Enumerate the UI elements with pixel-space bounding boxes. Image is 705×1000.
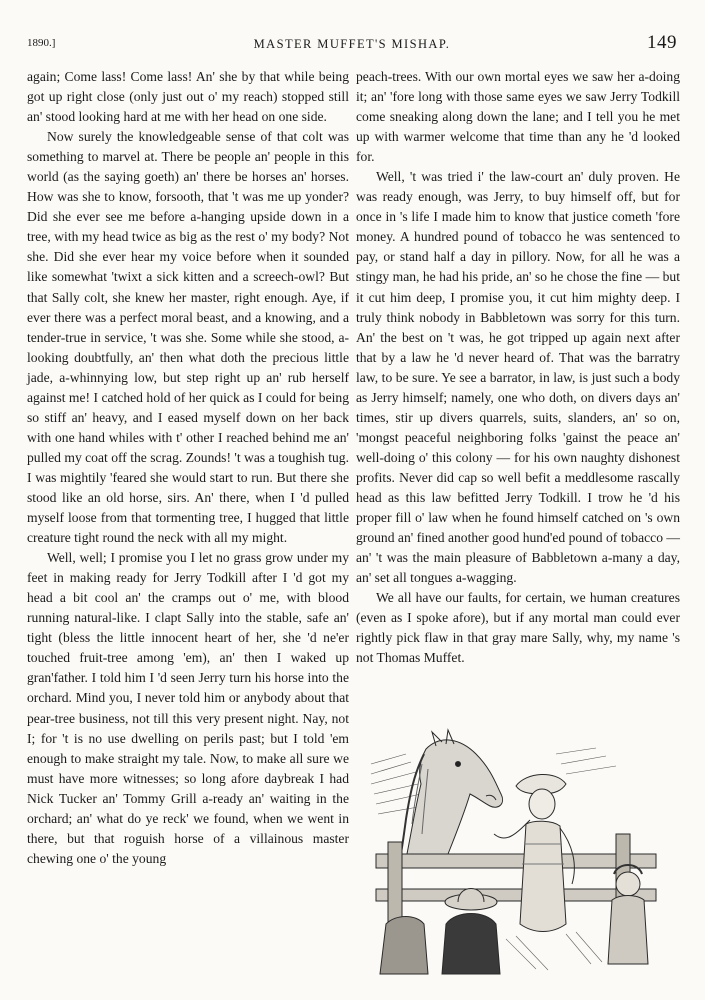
issue-date: 1890.] [27, 37, 56, 49]
paragraph: Well, well; I promise you I let no grass grow under my feet in making ready for Jerry Todkill after I 'd got my head a bit cool an' the cramps out o' me, with blood running natural-like. I clapt Sally into the stable, safe an' tight (bless the little innocent heart of her, she 'd ne'er touched fruit-tree among 'em), an' then I waked up gran'father. I told him I 'd seen Jerry turn his horse into the orchard. Mind you, I never told him or anybody about that pear-tree business, not till this very present night. Nay, not I; for 't is no use dwelling on perils past; but I told 'em enough to make straight my tale. Now, to make all sure we must have more witnesses; so long afore daybreak I had Nick Tucker an' Tommy Grill a-ready an' waiting in the orchard; an' what do ye reck' we found, when we went in there, but that roguish horse of a villainous master chewing one o' the young [27, 550, 349, 866]
paragraph: Well, 't was tried i' the law-court an' duly proven. He was ready enough, was Jerry, to buy himself off, but for once in 's life I made him to know that justice cometh 'fore money. A hundred pound of tobacco he was sentenced to pay, or stand half a day in pillory. Now, for all he was a stingy man, he had his pride, an' so he chose the fine — but it cut him deep, I promise you, it cut him mighty deep. I truly think nobody in Babbletown was sorry for this turn. An' the best on 't was, he got tripped up again next after that by a law he 'd never heard of. That was the barratry law, to be sure. Ye see a barrator, in law, is just such a body as Jerry himself; namely, one who doth, on divers days an' times, stir up divers quarrels, suits, slanders, an' so on, 'mongst peaceful neighboring folks 'gainst the peace an' well-doing o' this colony — for his own naughty dishonest profits. Never did cap so well befit a meddlesome rascally head as this law befitted Jerry Todkill. I trow he 'd his proper fill o' law when he found himself catched on 's own ground an' fined another good hund'ed pound of tobacco — an' 't was the main pleasure of Babbletown a-many a day, an' set all tongues a-wagging. [356, 169, 680, 586]
paragraph: We all have our faults, for certain, we human creatures (even as I spoke afore), but if any mortal man could ever rightly pick flaw in that gray mare Sally, why, my name 's not Thomas Muffet. [356, 590, 680, 666]
paragraph: peach-trees. With our own mortal eyes we saw her a-doing it; an' 'fore long with those same eyes we saw Jerry Todkill come sneaking along down the lane; and I tell you he met up with warmer welcome that time than any he 'd looked for. [356, 69, 680, 165]
article-title: MASTER MUFFET'S MISHAP. [253, 37, 451, 51]
running-head [27, 32, 677, 54]
engraving-illustration [366, 724, 666, 978]
girl-feeding-horse-icon [366, 724, 666, 978]
right-column [356, 67, 680, 668]
page-number: 149 [647, 32, 677, 53]
paragraph: Now surely the knowledgeable sense of that colt was something to marvel at. There be people an' people in this world (as the saying goeth) an' there be horses an' horses. How was she to know, forsooth, that 't was me up yonder? Did she ever see me before a-hanging upside down in a tree, with my head twice as big as the rest o' my body? Not she. Did she ever hear my voice before when it sounded like somewhat 'twixt a sick kitten and a screech-owl? But that Sally colt, she knew her master, right enough. Aye, if ever there was a perfect moral beast, and a knowing, and a tender-true in service, 't was she. Some while she stood, a-looking doubtfully, an' then what doth the precious little jade, a-whinnying low, but step right up an' rub herself against me! I catched hold of her quick as I could for being so stiff an' heavy, and I eased myself down on her back with one hand whiles with t' other I reached behind me an' pulled my coat off the scrag. Zounds! 't was a toughish tug. I was mightily 'feared she would start to run. But there she stood like an old horse, sirs. An' there, when I 'd pulled myself loose from that tormenting tree, I hugged that little creature tight round the neck with all my might. [27, 129, 349, 546]
paragraph: again; Come lass! Come lass! An' she by that while being got up right close (only just out o' my reach) stopped still an' stood looking hard at me with her head on one side. [27, 69, 349, 125]
left-column [27, 67, 349, 869]
